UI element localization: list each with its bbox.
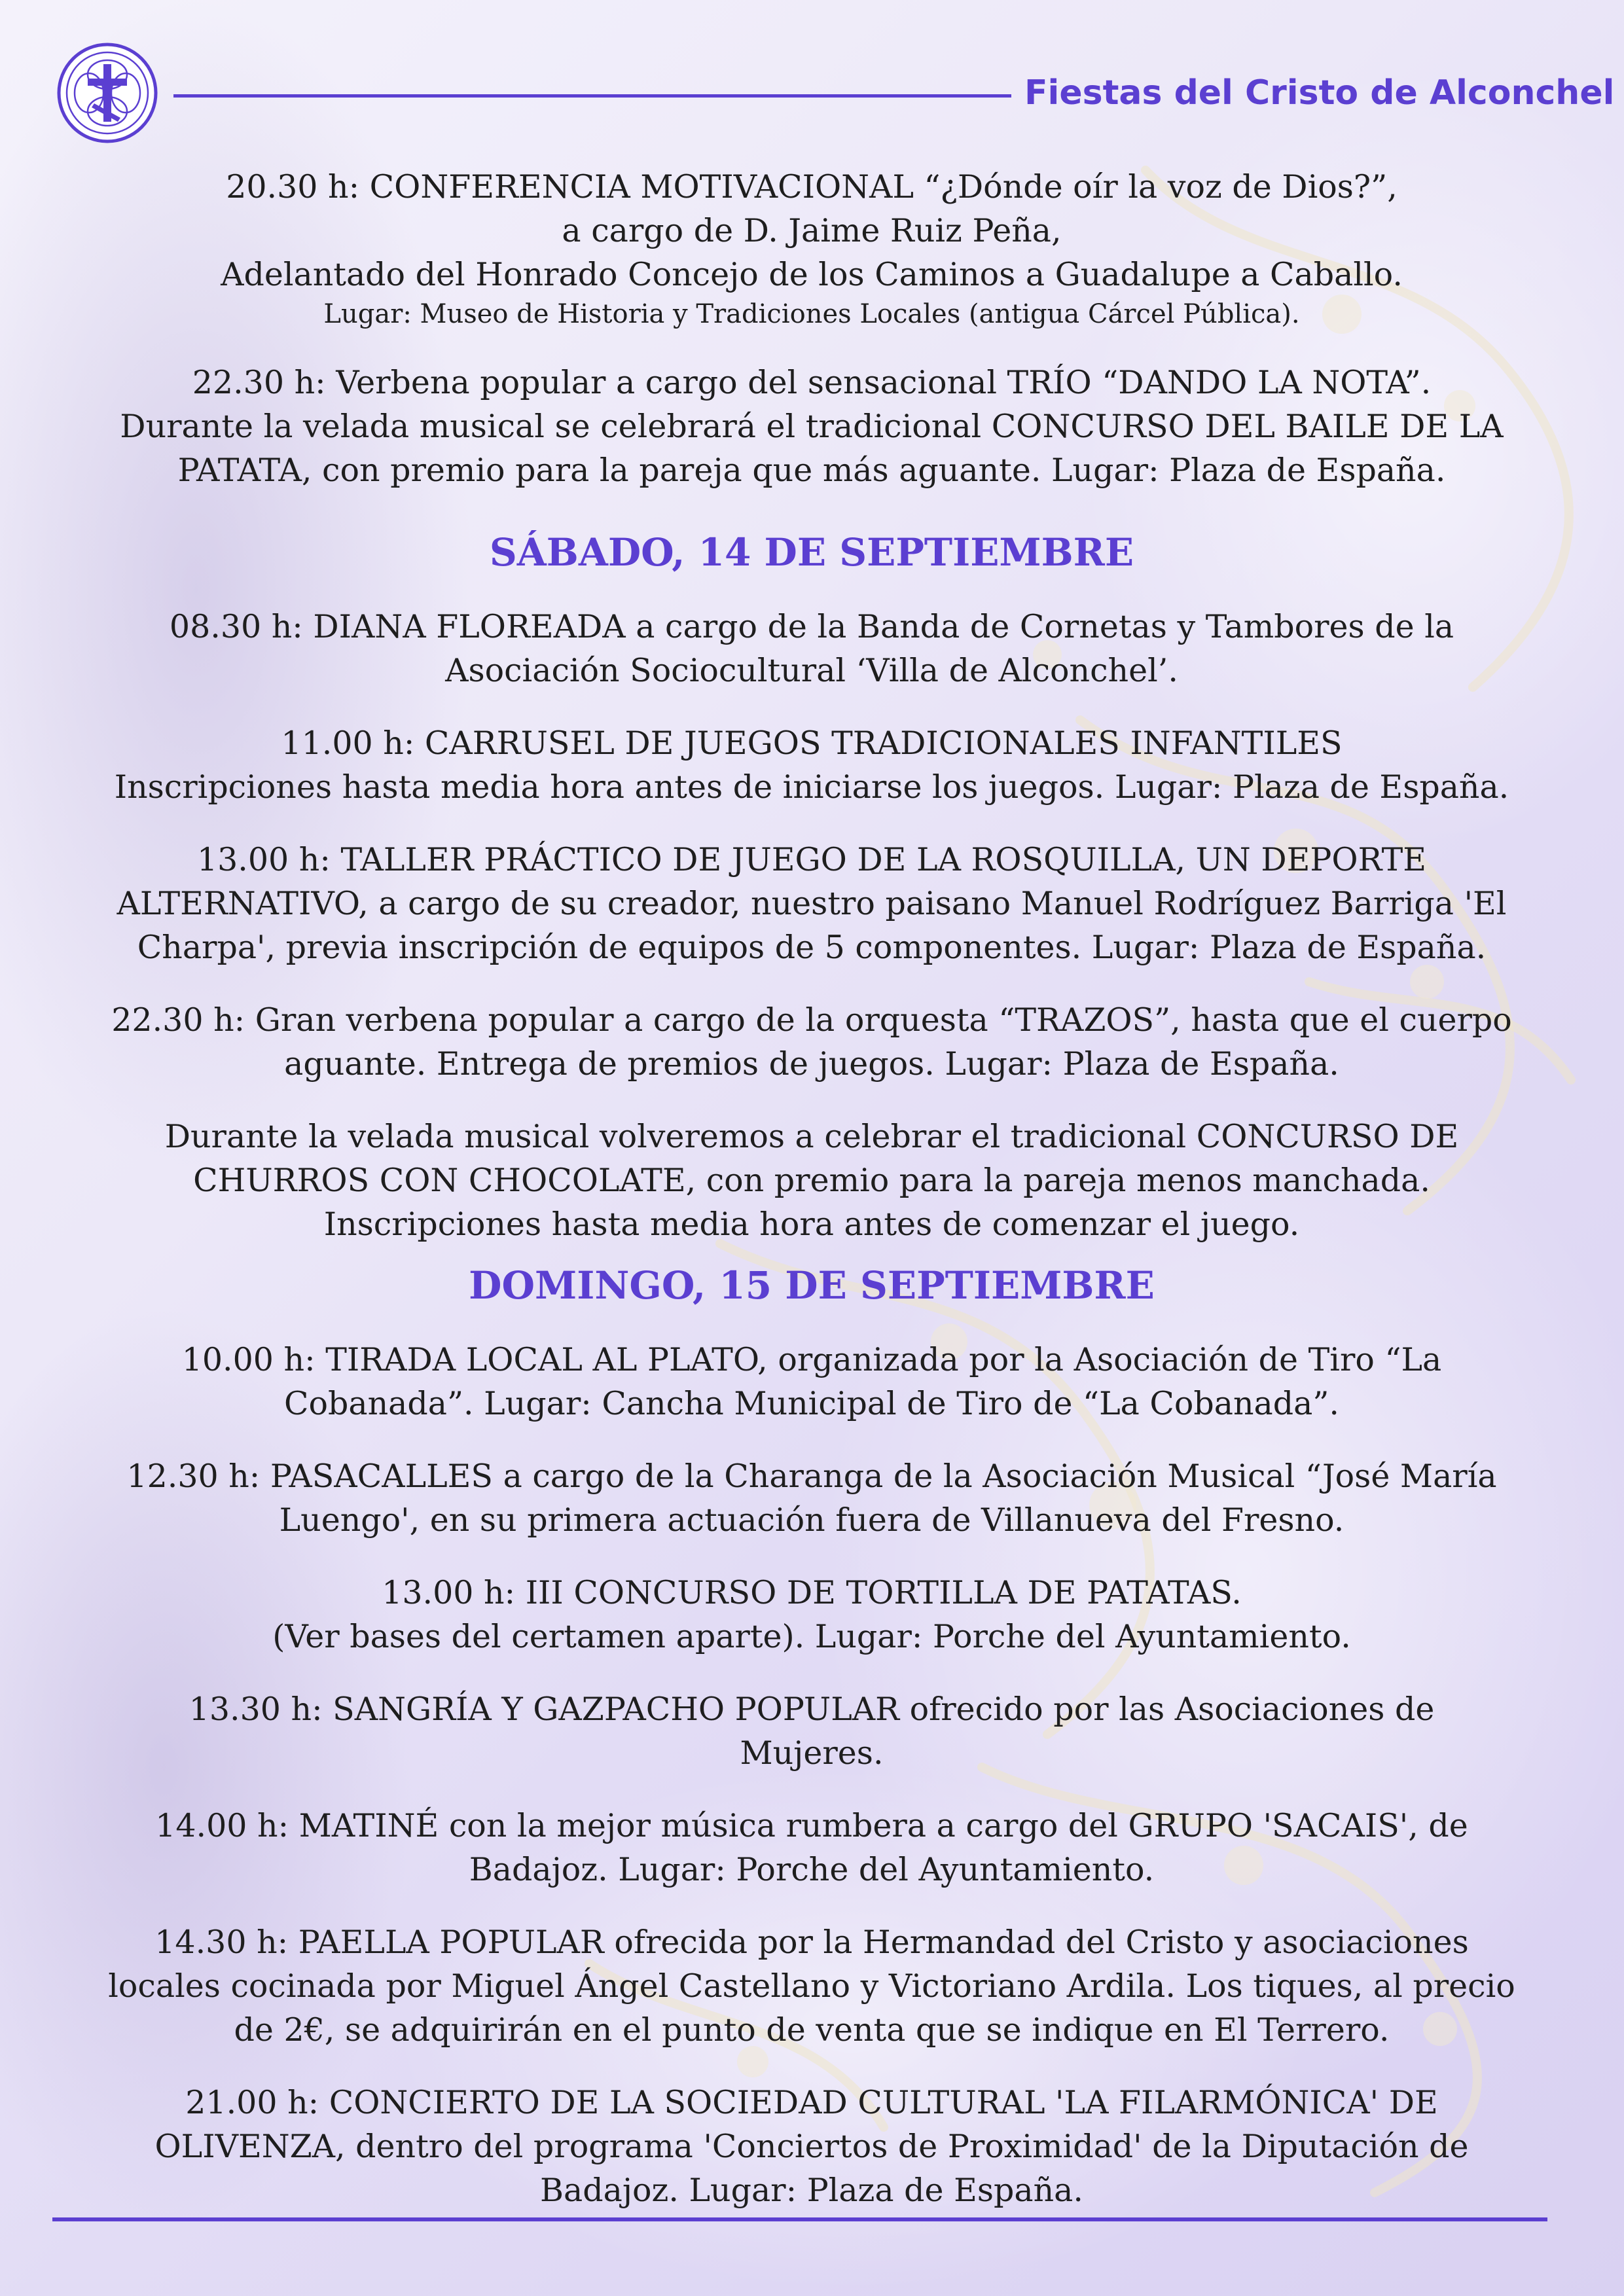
cross-seal-icon (55, 41, 160, 145)
event-tirada (98, 1338, 1525, 1426)
event-line: Asociación Sociocultural ‘Villa de Alconchel’. (445, 652, 1178, 689)
event-line: 13.30 h: SANGRÍA Y GAZPACHO POPULAR ofrecido por las Asociaciones de (189, 1691, 1435, 1728)
event-line: 13.00 h: TALLER PRÁCTICO DE JUEGO DE LA ROSQUILLA, UN DEPORTE (196, 841, 1427, 878)
event-line: 14.00 h: MATINÉ con la mejor música rumbera a cargo del GRUPO 'SACAIS', de (155, 1807, 1468, 1844)
event-line: Charpa', previa inscripción de equipos de 5 componentes. Lugar: Plaza de España. (137, 929, 1487, 966)
event-line: Adelantado del Honrado Concejo de los Caminos a Guadalupe a Caballo. (221, 256, 1403, 293)
event-line: de 2€, se adquirirán en el punto de venta que se indique en El Terrero. (234, 2011, 1390, 2049)
event-line: (Ver bases del certamen aparte). Lugar: Porche del Ayuntamiento. (272, 1618, 1351, 1655)
event-line: Badajoz. Lugar: Plaza de España. (540, 2172, 1083, 2209)
event-line: 12.30 h: PASACALLES a cargo de la Charanga de la Asociación Musical “José María (126, 1458, 1497, 1495)
event-gran-verbena (98, 998, 1525, 1086)
event-line: Mujeres. (740, 1734, 884, 1772)
event-line: CHURROS CON CHOCOLATE, con premio para la pareja menos manchada. (193, 1162, 1430, 1199)
header-title: Fiestas del Cristo de Alconchel (1024, 73, 1615, 113)
day-heading-sunday: DOMINGO, 15 DE SEPTIEMBRE (469, 1263, 1155, 1308)
event-carrusel (98, 721, 1525, 809)
event-churros (98, 1115, 1525, 1246)
event-line: 22.30 h: Gran verbena popular a cargo de la orquesta “TRAZOS”, hasta que el cuerpo (111, 1001, 1512, 1039)
event-conference (98, 165, 1525, 332)
event-diana (98, 605, 1525, 692)
event-line: Durante la velada musical se celebrará el tradicional CONCURSO DEL BAILE DE LA (120, 408, 1504, 445)
event-line: 14.30 h: PAELLA POPULAR ofrecida por la Hermandad del Cristo y asociaciones (154, 1924, 1469, 1961)
event-line: Badajoz. Lugar: Porche del Ayuntamiento. (469, 1851, 1155, 1888)
day-heading-saturday: SÁBADO, 14 DE SEPTIEMBRE (489, 530, 1134, 575)
event-taller (98, 838, 1525, 969)
event-line: ALTERNATIVO, a cargo de su creador, nuestro paisano Manuel Rodríguez Barriga 'El (117, 885, 1507, 922)
event-line: Inscripciones hasta media hora antes de iniciarse los juegos. Lugar: Plaza de España. (114, 768, 1509, 806)
footer-rule (52, 2217, 1547, 2221)
event-paella (98, 1920, 1525, 2052)
event-line: 08.30 h: DIANA FLOREADA a cargo de la Banda de Cornetas y Tambores de la (169, 608, 1454, 645)
event-sangria (98, 1687, 1525, 1775)
event-line: Luengo', en su primera actuación fuera de Villanueva del Fresno. (279, 1501, 1344, 1539)
event-line: 11.00 h: CARRUSEL DE JUEGOS TRADICIONALES INFANTILES (281, 725, 1343, 762)
event-line: Inscripciones hasta media hora antes de comenzar el juego. (323, 1206, 1300, 1243)
event-line: 10.00 h: TIRADA LOCAL AL PLATO, organizada por la Asociación de Tiro “La (181, 1341, 1442, 1378)
event-line: locales cocinada por Miguel Ángel Castellano y Victoriano Ardila. Los tiques, al precio (108, 1967, 1515, 2005)
event-line: PATATA, con premio para la pareja que más aguante. Lugar: Plaza de España. (177, 452, 1446, 489)
event-line: Durante la velada musical volveremos a celebrar el tradicional CONCURSO DE (164, 1118, 1459, 1155)
event-pasacalles (98, 1454, 1525, 1542)
event-concierto (98, 2081, 1525, 2212)
event-line: OLIVENZA, dentro del programa 'Conciertos de Proximidad' de la Diputación de (154, 2128, 1469, 2165)
event-line: 22.30 h: Verbena popular a cargo del sensacional TRÍO “DANDO LA NOTA”. (192, 364, 1432, 401)
program-content (98, 165, 1525, 2212)
event-line: aguante. Entrega de premios de juegos. Lugar: Plaza de España. (284, 1045, 1339, 1083)
event-line: 20.30 h: CONFERENCIA MOTIVACIONAL “¿Dónde oír la voz de Dios?”, (226, 168, 1398, 206)
event-line: a cargo de D. Jaime Ruiz Peña, (562, 212, 1062, 249)
event-line: 13.00 h: III CONCURSO DE TORTILLA DE PATATAS. (382, 1574, 1242, 1611)
event-line: Cobanada”. Lugar: Cancha Municipal de Tiro de “La Cobanada”. (284, 1385, 1339, 1422)
event-verbena (98, 361, 1525, 492)
event-tortilla (98, 1571, 1525, 1659)
event-place: Lugar: Museo de Historia y Tradiciones Locales (antigua Cárcel Pública). (323, 299, 1300, 329)
event-line: 21.00 h: CONCIERTO DE LA SOCIEDAD CULTURAL 'LA FILARMÓNICA' DE (185, 2084, 1438, 2121)
header-rule (173, 94, 1011, 98)
event-matine (98, 1804, 1525, 1892)
